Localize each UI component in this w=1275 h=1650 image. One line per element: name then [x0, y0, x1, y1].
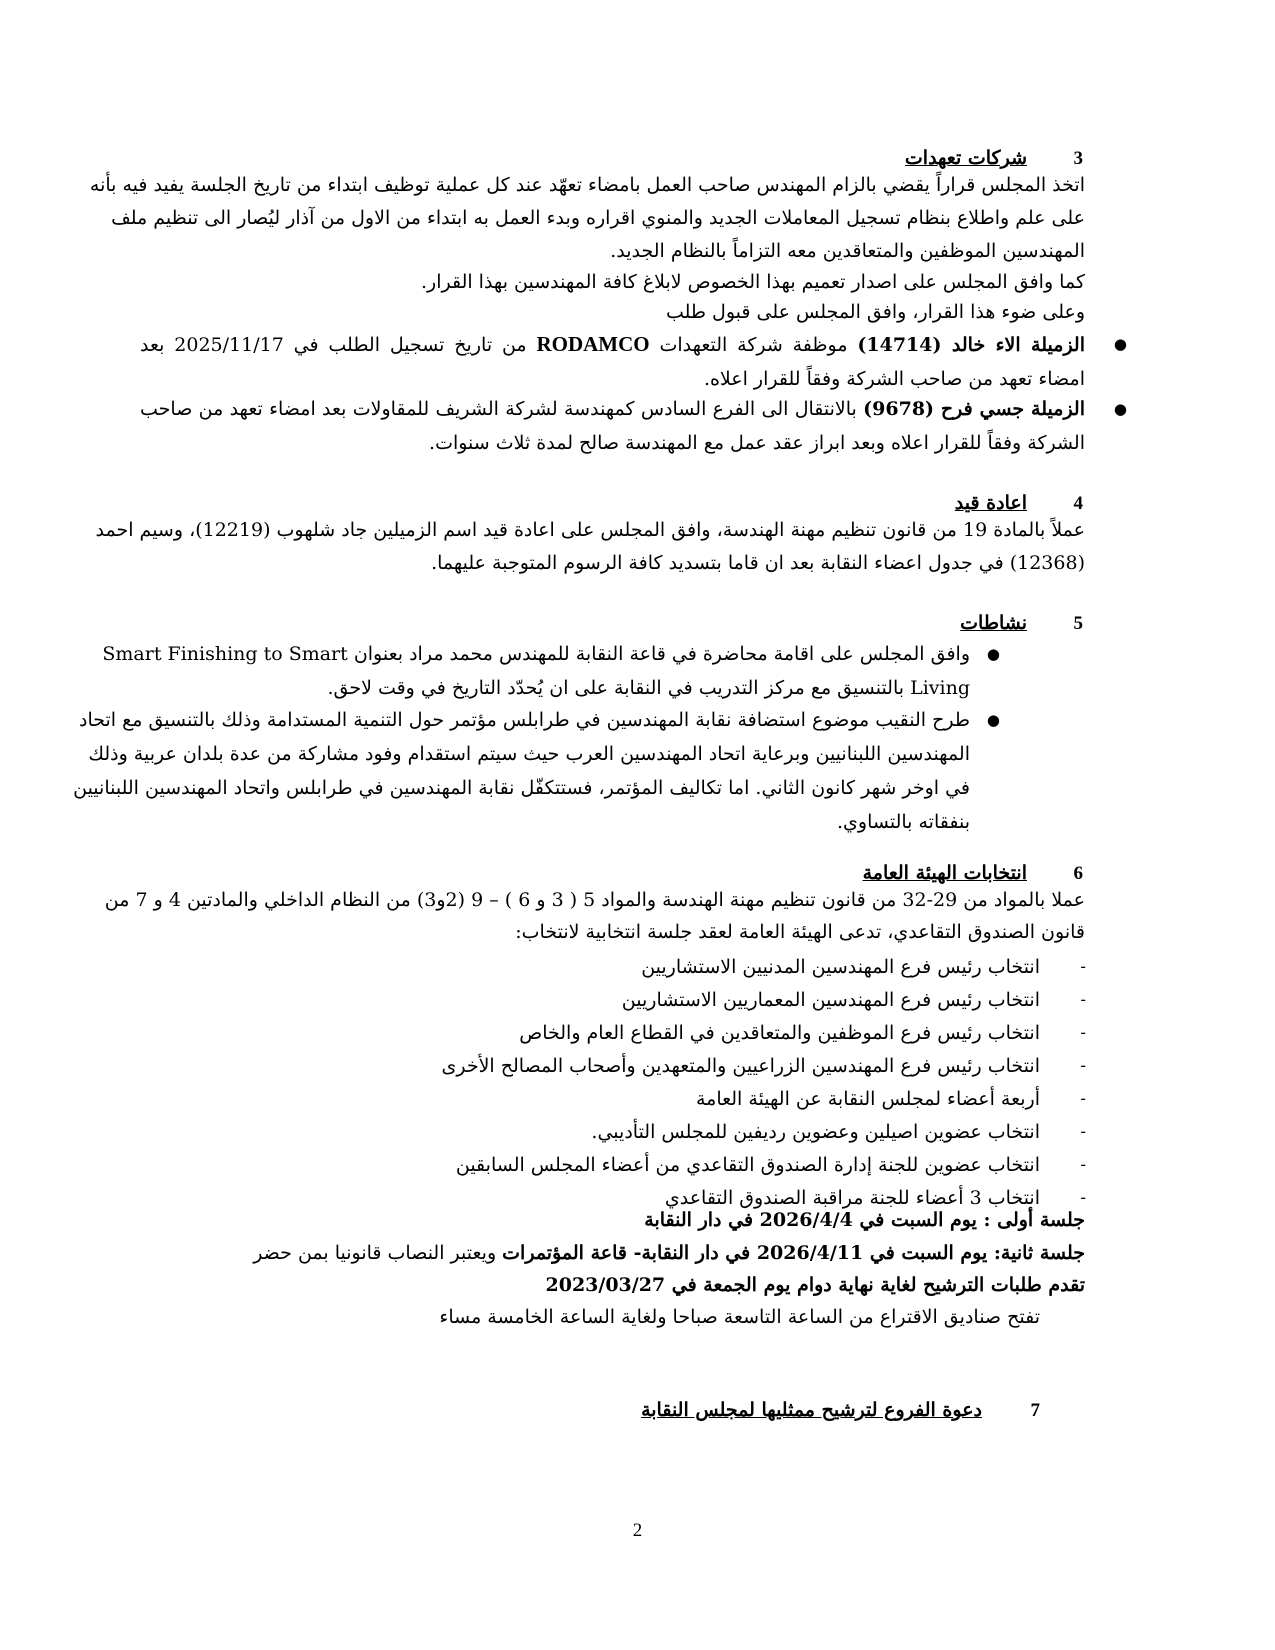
bullet-text: الشركة وفقاً للقرار اعلاه وبعد ابراز عقد عمل مع المهندسة صالح لمدة ثلاث سنوات.	[429, 432, 1085, 454]
dash-icon: -	[1080, 957, 1086, 976]
list-item-text: انتخاب رئيس فرع المهندسين المدنيين الاستشاريين	[641, 956, 1040, 978]
bullet-text: موظفة شركة التعهدات	[659, 334, 848, 356]
list-item-text: انتخاب عضوين اصيلين وعضوين رديفين للمجلس التأديبي.	[591, 1121, 1040, 1143]
section-title: نشاطات	[960, 612, 1027, 634]
section-title: اعادة قيد	[954, 492, 1027, 514]
list-item	[220, 950, 1086, 983]
election-list	[220, 950, 1086, 1214]
bullet-item	[140, 327, 1127, 396]
paragraph-line: عملاً بالمادة 19 من قانون تنظيم مهنة الهندسة، وافق المجلس على اعادة قيد اسم الزميلين جاد شلهوب (12219)، وسيم احمد	[95, 519, 1085, 541]
ballot-hours: تفتح صناديق الاقتراع من الساعة التاسعة صباحا ولغاية الساعة الخامسة مساء	[439, 1306, 1040, 1328]
bullet-text: بنفقاته بالتساوي.	[837, 811, 970, 833]
dash-icon: -	[1080, 1188, 1086, 1207]
bullet-text: وافق المجلس على اقامة محاضرة في قاعة النقابة للمهندس محمد مراد بعنوان Smart Finishing to Smart	[102, 643, 970, 665]
section-title: دعوة الفروع لترشيح ممثليها لمجلس النقابة	[641, 1399, 982, 1421]
dash-icon: -	[1080, 990, 1086, 1009]
bullet-item	[140, 392, 1127, 460]
section-number: 5	[1073, 613, 1083, 634]
section-title: شركات تعهدات	[904, 147, 1027, 169]
list-item-text: انتخاب رئيس فرع المهندسين المعماريين الاستشاريين	[621, 989, 1040, 1011]
dash-icon: -	[1080, 1089, 1086, 1108]
list-item	[220, 1148, 1086, 1181]
bullet-text: من تاريخ تسجيل الطلب في 2025/11/17 بعد	[140, 334, 527, 356]
bullet-text: المهندسين اللبنانيين وبرعاية اتحاد المهندسين العرب حيث سيتم استقدام وفود مشاركة من عدة بلدان عربية وذلك	[88, 743, 970, 765]
session-two-label: جلسة ثانية: يوم السبت في 2026/4/11 في دار النقابة- قاعة المؤتمرات	[502, 1242, 1085, 1264]
bullet-text: امضاء تعهد من صاحب الشركة وفقاً للقرار اعلاه.	[703, 368, 1085, 390]
list-item	[220, 1082, 1086, 1115]
bullet-item	[102, 637, 1000, 705]
paragraph-line: قانون الصندوق التقاعدي، تدعى الهيئة العامة لعقد جلسة انتخابية لانتخاب:	[515, 921, 1085, 943]
list-item-text: انتخاب رئيس فرع المهندسين الزراعيين والمتعهدين وأصحاب المصالح الأخرى	[441, 1055, 1040, 1077]
paragraph-line: اتخذ المجلس قراراً يقضي بالزام المهندس صاحب العمل بامضاء تعهّد عند كل عملية توظيف ابتداء من تاريخ الجلسة يفيد فيه بأنه	[89, 174, 1085, 196]
bullet-icon: ●	[1113, 400, 1127, 418]
list-item-text: أربعة أعضاء لمجلس النقابة عن الهيئة العامة	[695, 1088, 1040, 1110]
section-title: انتخابات الهيئة العامة	[862, 862, 1027, 884]
section-number: 3	[1073, 148, 1083, 169]
section-7-heading	[641, 1395, 1040, 1426]
member-name: الزميلة الاء خالد (14714)	[857, 334, 1085, 356]
bullet-item	[73, 703, 1000, 839]
bullet-icon: ●	[986, 711, 1000, 729]
paragraph-line: وعلى ضوء هذا القرار، وافق المجلس على قبول طلب	[665, 301, 1085, 323]
list-item-text: انتخاب عضوين للجنة إدارة الصندوق التقاعدي من أعضاء المجلس السابقين	[455, 1154, 1040, 1176]
paragraph-line: (12368) في جدول اعضاء النقابة بعد ان قاما بتسديد كافة الرسوم المتوجبة عليهما.	[431, 552, 1085, 574]
dash-icon: -	[1080, 1155, 1086, 1174]
member-name: الزميلة جسي فرح (9678)	[863, 398, 1085, 420]
session-two-note: ويعتبر النصاب قانونيا بمن حضر	[253, 1242, 503, 1264]
list-item	[220, 983, 1086, 1016]
session-two	[140, 1236, 1085, 1270]
bullet-icon: ●	[986, 645, 1000, 663]
paragraph-line: على علم واطلاع بنظام تسجيل المعاملات الجديد والمنوي اقراره وبدء العمل به ابتداء من الاول من آذار ليُصار الى تنظيم ملف	[111, 207, 1085, 229]
company-name: RODAMCO	[536, 332, 650, 356]
section-number: 4	[1073, 493, 1083, 514]
dash-icon: -	[1080, 1122, 1086, 1141]
nomination-deadline: تقدم طلبات الترشيح لغاية نهاية دوام يوم الجمعة في 2023/03/27	[545, 1274, 1085, 1296]
bullet-icon: ●	[1113, 335, 1127, 353]
dash-icon: -	[1080, 1023, 1086, 1042]
bullet-text: Living بالتنسيق مع مركز التدريب في النقابة على ان يُحدّد التاريخ في وقت لاحق.	[327, 677, 970, 699]
bullet-text: في اوخر شهر كانون الثاني. اما تكاليف المؤتمر، فستتكفّل نقابة المهندسين في طرابلس واتحاد المهندسين اللبنانيين	[73, 777, 970, 799]
list-item-text: انتخاب رئيس فرع الموظفين والمتعاقدين في القطاع العام والخاص	[519, 1022, 1040, 1044]
session-one: جلسة أولى : يوم السبت في 2026/4/4 في دار النقابة	[644, 1209, 1085, 1231]
section-number: 6	[1073, 863, 1083, 884]
section-number: 7	[1030, 1400, 1040, 1421]
list-item	[220, 1115, 1086, 1148]
list-item	[220, 1049, 1086, 1082]
section-5-heading	[960, 608, 1083, 639]
dash-icon: -	[1080, 1056, 1086, 1075]
list-item-text: انتخاب 3 أعضاء للجنة مراقبة الصندوق التقاعدي	[664, 1187, 1040, 1209]
paragraph-line: المهندسين الموظفين والمتعاقدين معه التزاماً بالنظام الجديد.	[610, 240, 1085, 262]
list-item	[220, 1016, 1086, 1049]
page-number: 2	[632, 1520, 643, 1541]
bullet-text: بالانتقال الى الفرع السادس كمهندسة لشركة الشريف للمقاولات بعد امضاء تعهد من صاحب	[140, 398, 857, 420]
paragraph-line: كما وافق المجلس على اصدار تعميم بهذا الخصوص لابلاغ كافة المهندسين بهذا القرار.	[420, 271, 1085, 293]
paragraph-line: عملا بالمواد من 29-32 من قانون تنظيم مهنة الهندسة والمواد 5 ( 3 و 6 ) – 9 (2و3) من النظام الداخلي والمادتين 4 و 7 من	[104, 889, 1085, 911]
bullet-text: طرح النقيب موضوع استضافة نقابة المهندسين في طرابلس مؤتمر حول التنمية المستدامة وذلك بالتنسيق مع اتحاد	[79, 709, 970, 731]
